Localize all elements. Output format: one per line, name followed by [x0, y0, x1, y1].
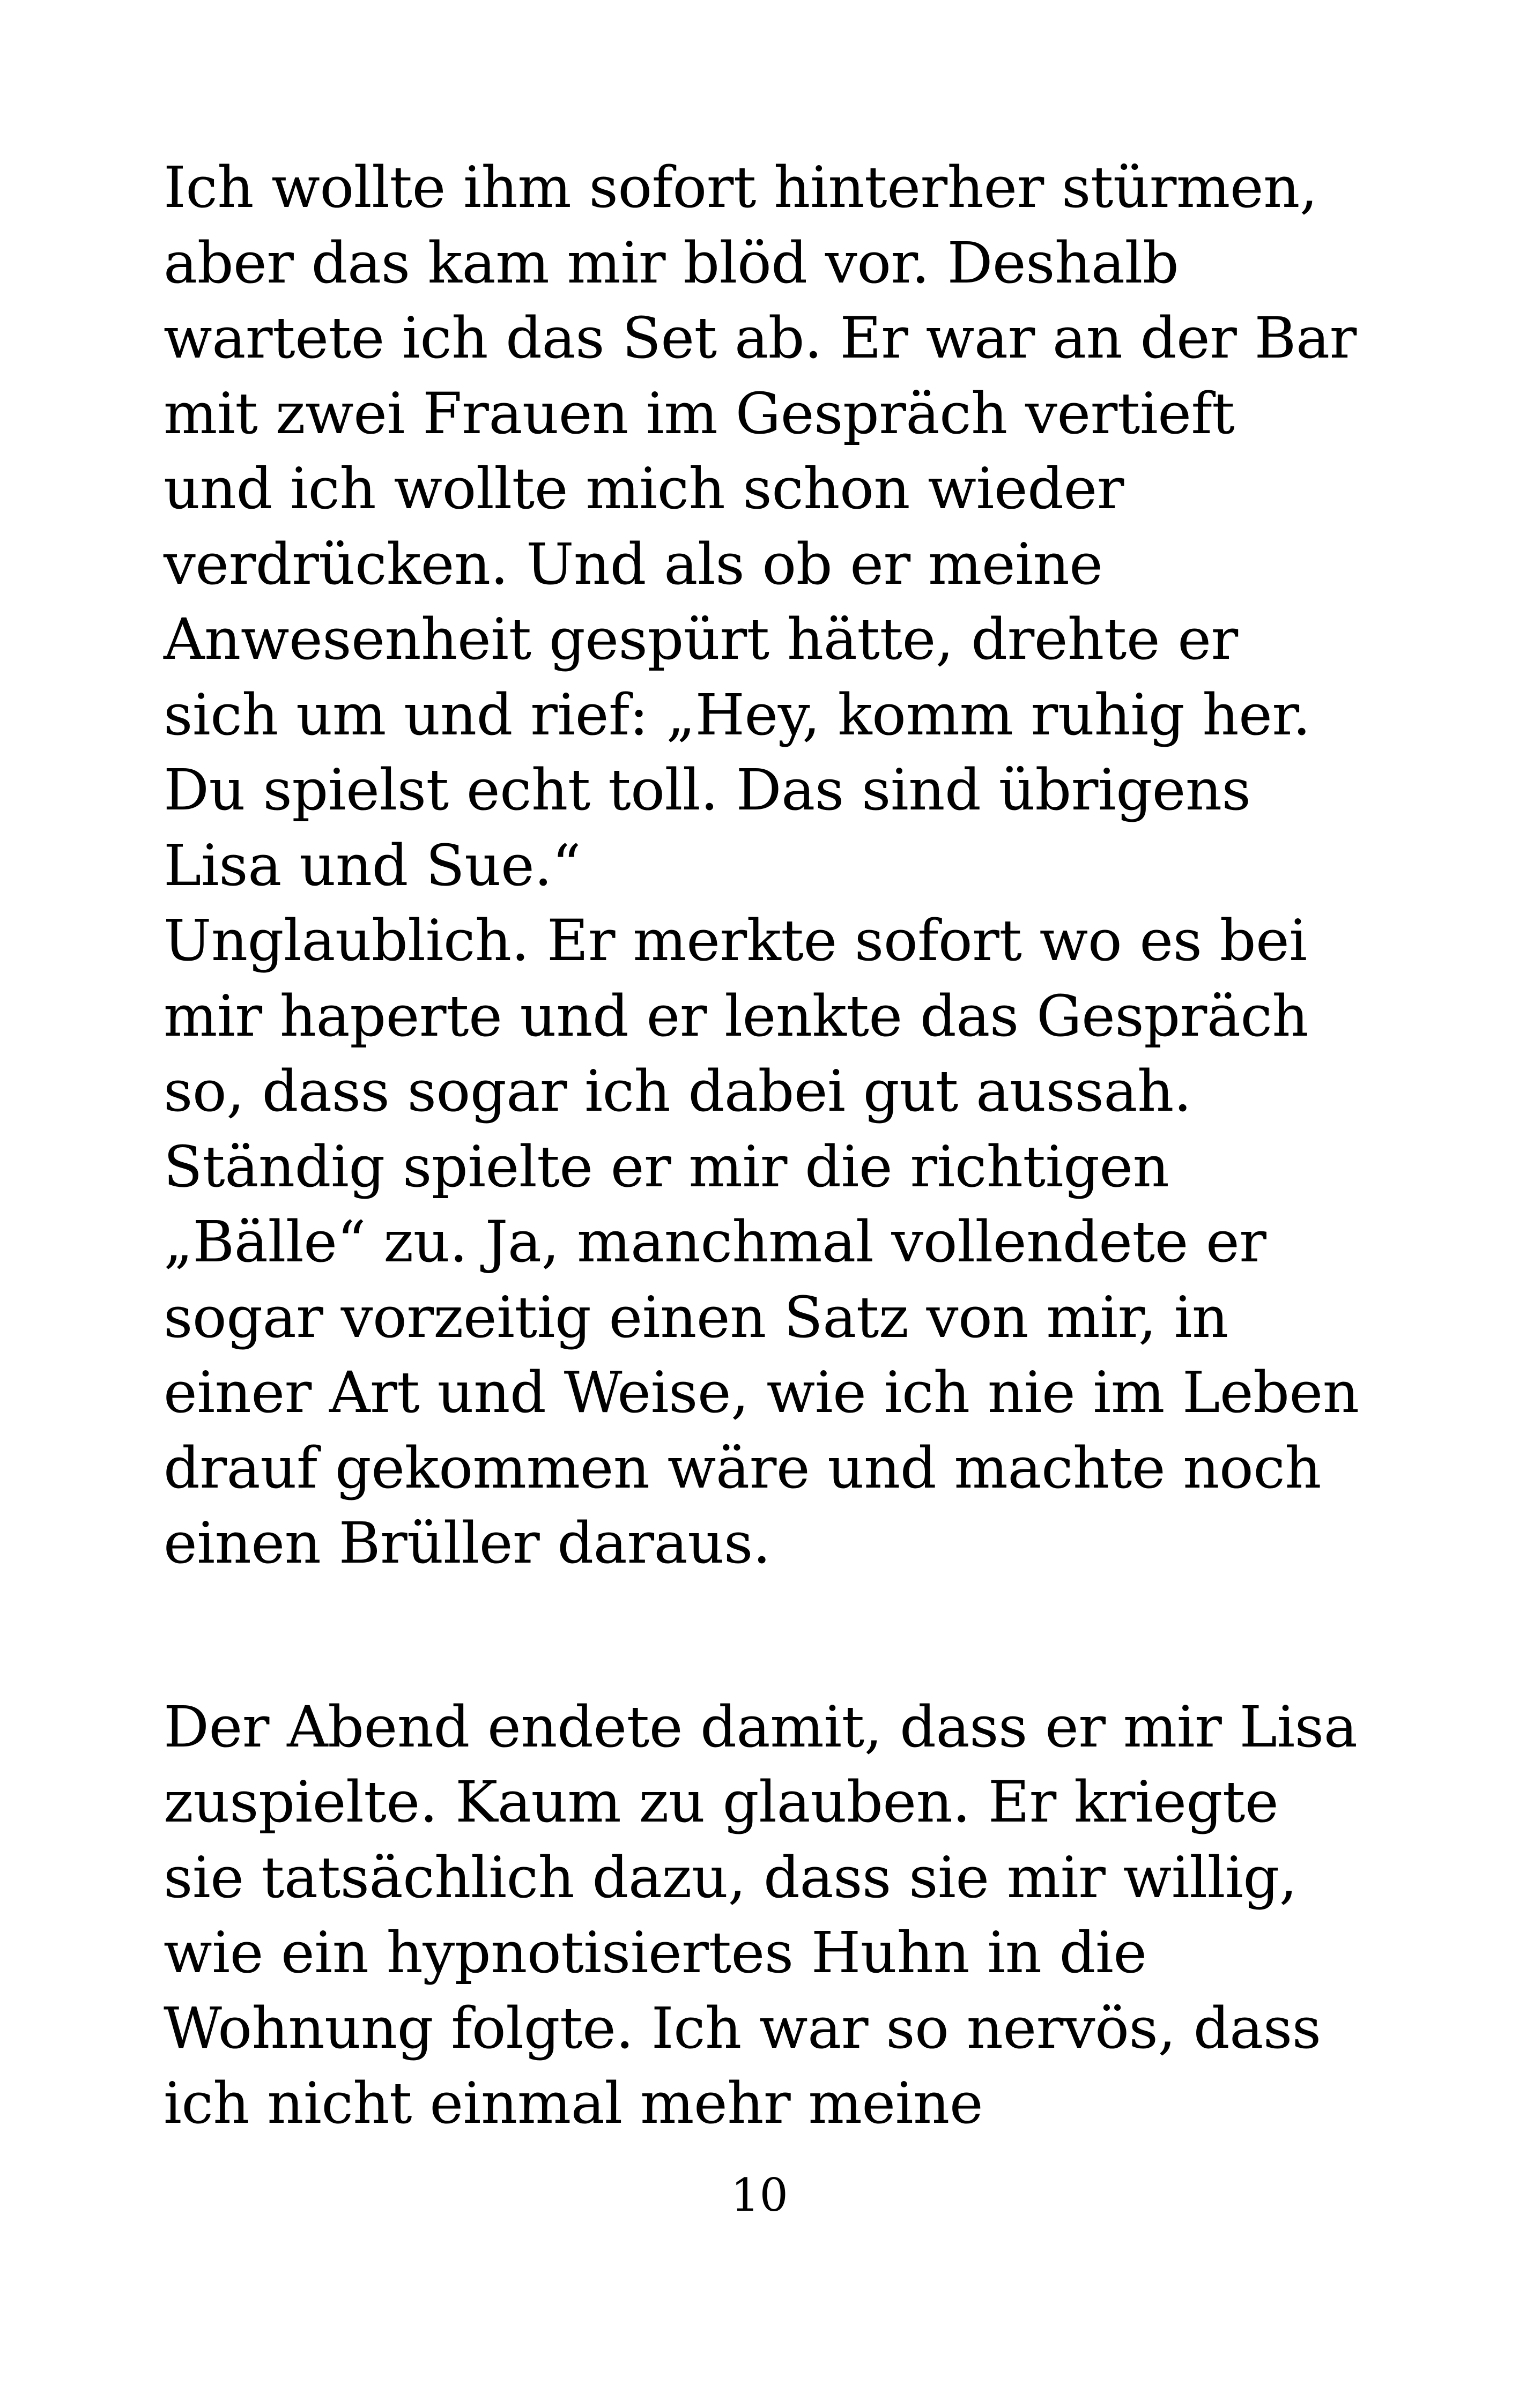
- text-line: ich nicht einmal mehr meine: [164, 2070, 983, 2136]
- text-line: Du spielst echt toll. Das sind übrigens: [164, 757, 1251, 823]
- paragraph-1: [164, 150, 1397, 1581]
- text-line: aber das kam mir blöd vor. Deshalb: [164, 229, 1179, 296]
- text-line: mir haperte und er lenkte das Gespräch: [164, 983, 1309, 1049]
- text-line: sie tatsächlich dazu, dass sie mir willig,: [164, 1844, 1297, 1911]
- text-line: Ständig spielte er mir die richtigen: [164, 1133, 1169, 1200]
- text-line: einer Art und Weise, wie ich nie im Leben: [164, 1359, 1359, 1425]
- paragraph-gap: [164, 1581, 1397, 1690]
- text-line: und ich wollte mich schon wieder: [164, 456, 1124, 522]
- text-line: einen Brüller daraus.: [164, 1510, 771, 1576]
- text-line: wie ein hypnotisiertes Huhn in die: [164, 1920, 1147, 1986]
- text-line: Wohnung folgte. Ich war so nervös, dass: [164, 1995, 1321, 2061]
- text-line: sich um und rief: „Hey, komm ruhig her.: [164, 681, 1311, 748]
- text-line: verdrücken. Und als ob er meine: [164, 531, 1103, 597]
- text-line: Lisa und Sue.“: [164, 832, 581, 898]
- body-text: [164, 150, 1397, 2142]
- text-line: zuspielte. Kaum zu glauben. Er kriegte: [164, 1769, 1279, 1835]
- text-line: Der Abend endete damit, dass er mir Lisa: [164, 1693, 1358, 1760]
- text-line: wartete ich das Set ab. Er war an der Bar: [164, 305, 1357, 371]
- text-line: mit zwei Frauen im Gespräch vertieft: [164, 380, 1235, 447]
- text-line: „Bälle“ zu. Ja, manchmal vollendete er: [164, 1209, 1266, 1275]
- text-line: Anwesenheit gespürt hätte, drehte er: [164, 606, 1238, 672]
- paragraph-2: [164, 1690, 1397, 2142]
- text-line: sogar vorzeitig einen Satz von mir, in: [164, 1284, 1228, 1350]
- text-line: drauf gekommen wäre und machte noch: [164, 1435, 1321, 1501]
- text-line: Unglaublich. Er merkte sofort wo es bei: [164, 908, 1307, 973]
- text-line: so, dass sogar ich dabei gut aussah.: [164, 1058, 1192, 1124]
- page-number: 10: [731, 2169, 788, 2221]
- text-line: Ich wollte ihm sofort hinterher stürmen,: [164, 154, 1318, 220]
